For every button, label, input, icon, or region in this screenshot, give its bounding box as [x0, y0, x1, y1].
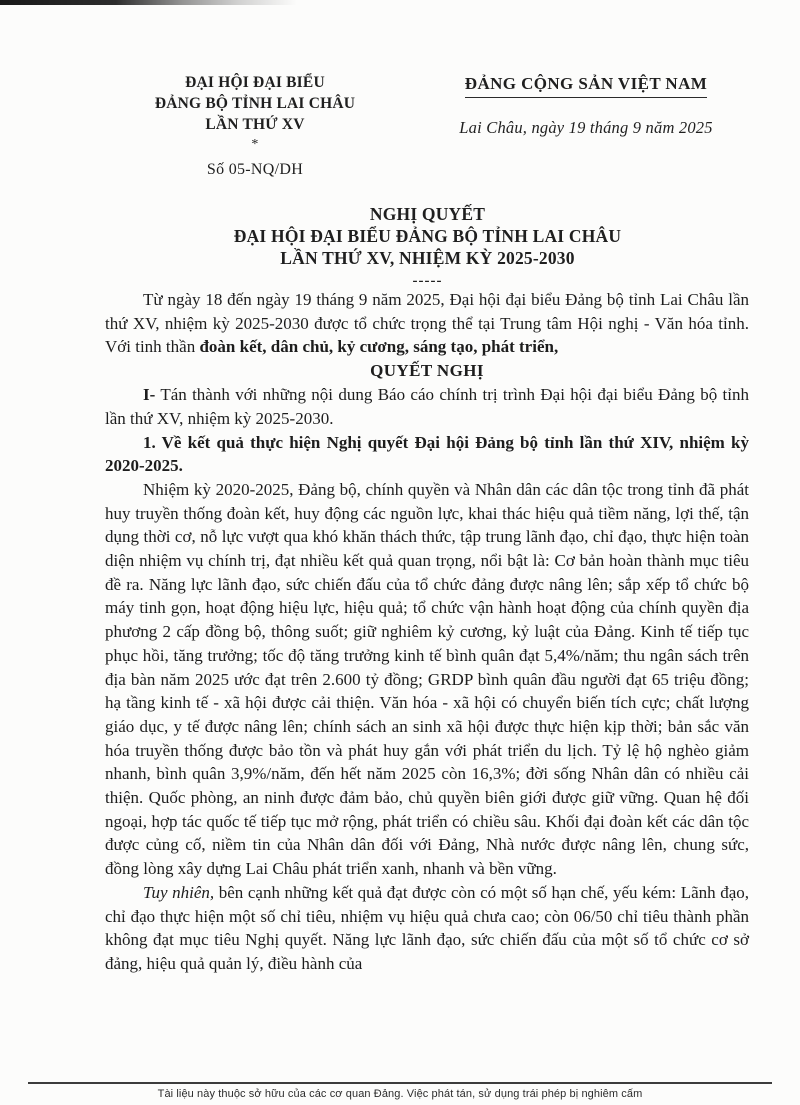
document-number: Số 05-NQ/DH [206, 161, 304, 178]
paragraph-item-I [105, 383, 749, 430]
issuing-authority-block [95, 72, 415, 180]
footer-disclaimer: Tài liệu này thuộc sở hữu của các cơ quan Đảng. Việc phát tán, sử dụng trái phép bị nghiêm cấm [157, 1088, 643, 1100]
national-header-block [420, 74, 752, 138]
paragraph-intro-text: Từ ngày 18 đến ngày 19 tháng 9 năm 2025, Đại hội đại biểu Đảng bộ tỉnh Lai Châu lần thứ XV, nhiệm kỳ 2025-2030 được tổ chức trọng thể tại Trung tâm Hội nghị - Văn hóa tỉnh. Với tinh thần [105, 290, 749, 357]
document-title-block [105, 203, 750, 290]
paragraph-results: Nhiệm kỳ 2020-2025, Đảng bộ, chính quyền và Nhân dân các dân tộc trong tỉnh đã phát huy truyền thống đoàn kết, huy động các nguồn lực, khai thác hiệu quả tiềm năng, lợi thế, tận dụng thời cơ, nỗ lực vượt qua khó khăn thách thức, tập trung lãnh đạo, chỉ đạo, thực hiện toàn diện nhiệm vụ chính trị, đạt nhiều kết quả quan trọng, nổi bật là: Cơ bản hoàn thành mục tiêu đề ra. Năng lực lãnh đạo, sức chiến đấu của tổ chức đảng được nâng lên; sắp xếp tổ chức bộ máy tinh gọn, hoạt động hiệu lực, hiệu quả; tổ chức vận hành hoạt động của chính quyền địa phương 2 cấp đồng bộ, thông suốt; giữ nghiêm kỷ cương, kỷ luật của Đảng. Kinh tế tiếp tục phục hồi, tăng trưởng; tốc độ tăng trưởng kinh tế bình quân đạt 5,4%/năm; thu ngân sách trên địa bàn năm 2025 ước đạt trên 2.600 tỷ đồng; GRDP bình quân đầu người đạt 65 triệu đồng; hạ tầng kinh tế - xã hội được cải thiện. Văn hóa - xã hội có chuyển biến tích cực; chất lượng giáo dục, y tế được nâng lên; chính sách an sinh xã hội được thực hiện kịp thời; bản sắc văn hóa truyền thống được bảo tồn và phát huy gắn với phát triển du lịch. Tỷ lệ hộ nghèo giảm nhanh, bình quân 3,9%/năm, đến hết năm 2025 còn 16,3%; đời sống Nhân dân có nhiều cải thiện. Quốc phòng, an ninh được đảm bảo, chủ quyền biên giới được giữ vững. Quan hệ đối ngoại, hợp tác quốc tế tiếp tục mở rộng, phát triển có chiều sâu. Khối đại đoàn kết các dân tộc được củng cố, niềm tin của Nhân dân đối với Đảng, Nhà nước được nâng lên, chung sức, đồng lòng xây dựng Lai Châu phát triển xanh, nhanh và bền vững. [105, 479, 749, 879]
place-dateline: Lai Châu, ngày 19 tháng 9 năm 2025 [459, 118, 713, 137]
title-line-2: ĐẠI HỘI ĐẠI BIỂU ĐẢNG BỘ TỈNH LAI CHÂU [233, 226, 622, 246]
resolve-heading: QUYẾT NGHỊ [370, 361, 484, 381]
paragraph-intro-motto: đoàn kết, dân chủ, kỷ cương, sáng tạo, phát triển, [199, 337, 559, 357]
paragraph-limitations [105, 881, 749, 976]
item-I-text: Tán thành với những nội dung Báo cáo chính trị trình Đại hội đại biểu Đảng bộ tỉnh lần thứ XV, nhiệm kỳ 2025-2030. [105, 385, 749, 428]
item-I-lead: I- [143, 385, 156, 405]
section-1-heading: 1. Về kết quả thực hiện Nghị quyết Đại hội Đảng bộ tỉnh lần thứ XIV, nhiệm kỳ 2020-2025. [105, 432, 749, 476]
title-line-1: NGHỊ QUYẾT [369, 204, 486, 224]
footer-divider [28, 1082, 772, 1084]
title-separator: ----- [412, 273, 443, 289]
document-body [105, 288, 749, 976]
scan-artifact-top [0, 0, 330, 5]
authority-line-3: LẦN THỨ XV [205, 116, 305, 133]
separator-star: * [251, 137, 259, 152]
authority-line-1: ĐẠI HỘI ĐẠI BIỂU [185, 74, 325, 91]
title-line-3: LẦN THỨ XV, NHIỆM KỲ 2025-2030 [280, 248, 575, 268]
paragraph-intro [105, 288, 749, 359]
party-name-heading: ĐẢNG CỘNG SẢN VIỆT NAM [465, 74, 707, 98]
limitations-lead: Tuy nhiên, [143, 882, 215, 902]
limitations-text: bên cạnh những kết quả đạt được còn có một số hạn chế, yếu kém: Lãnh đạo, chỉ đạo thực hiện một số chỉ tiêu, nhiệm vụ hiệu quả chưa cao; còn 06/50 chỉ tiêu thành phần không đạt mục tiêu Nghị quyết. Năng lực lãnh đạo, sức chiến đấu của một số tổ chức cơ sở đảng, hiệu quả quản lý, điều hành của [105, 882, 749, 973]
authority-line-2: ĐẢNG BỘ TỈNH LAI CHÂU [154, 95, 356, 112]
